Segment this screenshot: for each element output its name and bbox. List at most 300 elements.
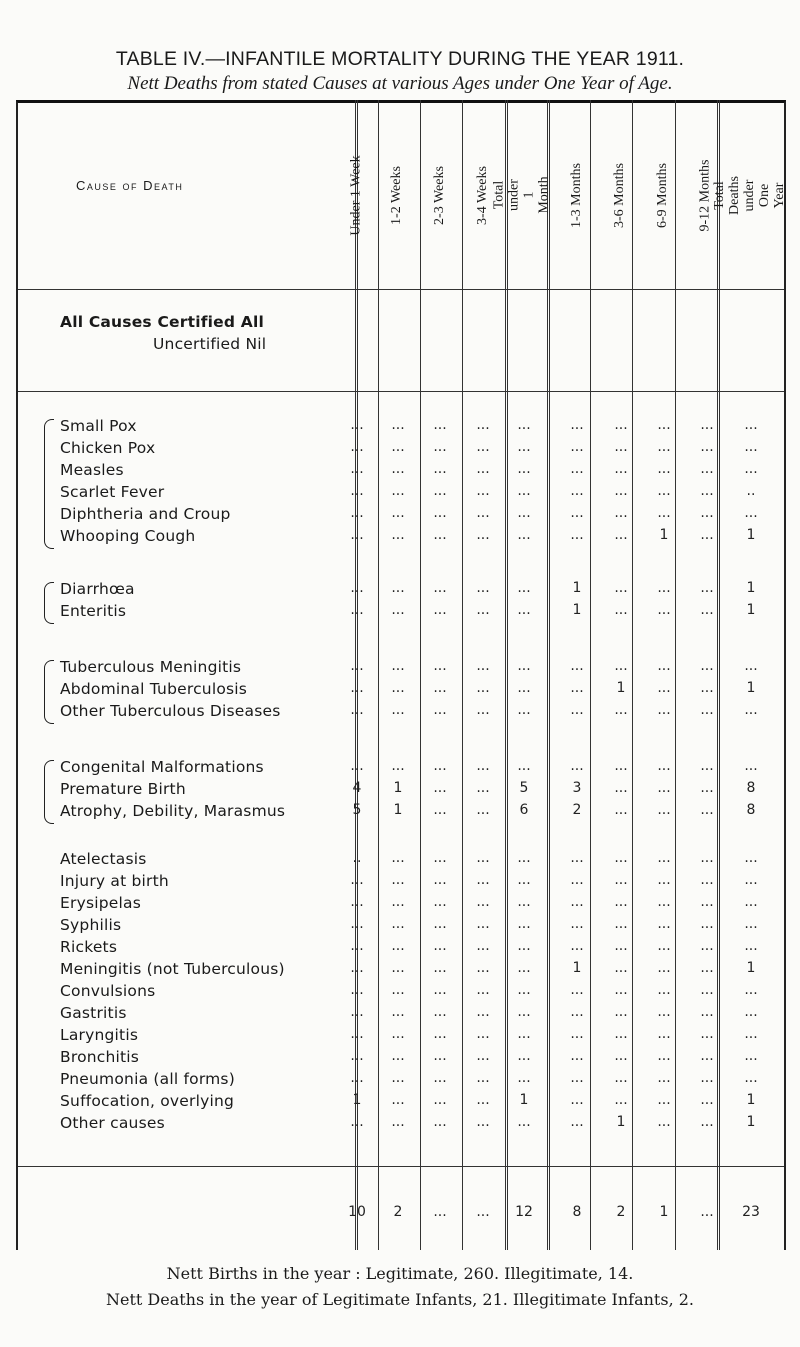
cause-label: Small Pox bbox=[60, 417, 137, 435]
table-cell: ... bbox=[614, 483, 628, 499]
table-cell: ... bbox=[391, 702, 405, 718]
cause-of-death-header: Cause of Death bbox=[76, 178, 184, 193]
table-cell: ... bbox=[657, 580, 671, 596]
table-cell: ... bbox=[391, 916, 405, 932]
table-cell: ... bbox=[391, 1048, 405, 1064]
table-cell: ... bbox=[700, 602, 714, 618]
table-cell: ... bbox=[433, 417, 447, 433]
column-header bbox=[426, 110, 452, 280]
table-cell: ... bbox=[517, 1004, 531, 1020]
cause-label: Atrophy, Debility, Marasmus bbox=[60, 802, 286, 820]
total-cell: 2 bbox=[616, 1204, 626, 1220]
table-subtitle: Nett Deaths from stated Causes at various Ages under One Year of Age. bbox=[127, 73, 673, 94]
table-cell: ... bbox=[657, 1026, 671, 1042]
table-row bbox=[0, 916, 800, 938]
cause-label: Enteritis bbox=[60, 602, 127, 620]
table-cell: ... bbox=[476, 1092, 490, 1108]
table-cell: ... bbox=[744, 461, 758, 477]
table-cell: ... bbox=[570, 1092, 584, 1108]
table-cell: ... bbox=[350, 872, 364, 888]
table-row bbox=[0, 461, 800, 483]
table-cell: ... bbox=[433, 580, 447, 596]
column-header-label: 6-9 Months bbox=[654, 162, 670, 228]
row-divider bbox=[18, 391, 784, 392]
table-cell: ... bbox=[700, 1070, 714, 1086]
table-row bbox=[0, 527, 800, 549]
table-cell: ... bbox=[433, 1070, 447, 1086]
table-cell: ... bbox=[744, 505, 758, 521]
table-cell: ... bbox=[476, 580, 490, 596]
table-cell: ... bbox=[433, 758, 447, 774]
cause-label: Other causes bbox=[60, 1114, 165, 1132]
table-cell: 1 bbox=[746, 580, 756, 596]
table-cell: ... bbox=[476, 1048, 490, 1064]
table-cell: 1 bbox=[572, 602, 582, 618]
column-header bbox=[383, 110, 409, 280]
table-cell: ... bbox=[657, 680, 671, 696]
cause-label: Meningitis (not Tuberculous) bbox=[60, 960, 285, 978]
total-cell: ... bbox=[476, 1204, 490, 1220]
table-cell: ... bbox=[517, 960, 531, 976]
table-cell: ... bbox=[433, 982, 447, 998]
cause-label: Congenital Malformations bbox=[60, 758, 264, 776]
table-cell: ... bbox=[744, 1004, 758, 1020]
table-cell: ... bbox=[350, 527, 364, 543]
table-cell: ... bbox=[391, 483, 405, 499]
table-cell: ... bbox=[700, 505, 714, 521]
table-cell: ... bbox=[517, 758, 531, 774]
table-cell: ... bbox=[657, 872, 671, 888]
total-cell: 12 bbox=[515, 1204, 533, 1220]
table-cell: ... bbox=[614, 527, 628, 543]
table-cell: ... bbox=[350, 417, 364, 433]
table-cell: ... bbox=[391, 658, 405, 674]
total-cell: ... bbox=[433, 1204, 447, 1220]
column-header bbox=[563, 110, 589, 280]
table-cell: 1 bbox=[746, 602, 756, 618]
table-cell: ... bbox=[391, 602, 405, 618]
table-cell: ... bbox=[433, 439, 447, 455]
table-cell: ... bbox=[614, 1048, 628, 1064]
table-cell: 5 bbox=[519, 780, 529, 796]
cause-label: Suffocation, overlying bbox=[60, 1092, 235, 1110]
table-cell: ... bbox=[614, 580, 628, 596]
table-row bbox=[0, 894, 800, 916]
table-cell: ... bbox=[614, 872, 628, 888]
table-cell: ... bbox=[570, 1048, 584, 1064]
cause-label: Whooping Cough bbox=[60, 527, 196, 545]
table-cell: .. bbox=[746, 483, 756, 499]
table-cell: 1 bbox=[746, 680, 756, 696]
table-cell: ... bbox=[433, 960, 447, 976]
table-cell: ... bbox=[614, 1092, 628, 1108]
table-cell: ... bbox=[614, 1004, 628, 1020]
total-cell: 23 bbox=[742, 1204, 760, 1220]
table-cell: ... bbox=[517, 982, 531, 998]
table-cell: ... bbox=[350, 483, 364, 499]
table-cell: ... bbox=[350, 894, 364, 910]
table-cell: ... bbox=[614, 658, 628, 674]
table-cell: 5 bbox=[352, 802, 362, 818]
table-cell: 4 bbox=[352, 780, 362, 796]
column-header bbox=[711, 110, 787, 280]
table-cell: ... bbox=[570, 982, 584, 998]
table-cell: ... bbox=[744, 850, 758, 866]
table-cell: ... bbox=[476, 916, 490, 932]
table-cell: ... bbox=[476, 461, 490, 477]
table-row bbox=[0, 938, 800, 960]
table-cell: ... bbox=[700, 439, 714, 455]
column-header bbox=[649, 110, 675, 280]
row-divider bbox=[18, 289, 784, 290]
table-cell: ... bbox=[700, 461, 714, 477]
total-cell: 10 bbox=[348, 1204, 366, 1220]
total-cell: 1 bbox=[659, 1204, 669, 1220]
table-cell: ... bbox=[700, 758, 714, 774]
table-cell: 1 bbox=[616, 1114, 626, 1130]
table-cell: 1 bbox=[659, 527, 669, 543]
table-cell: ... bbox=[350, 1114, 364, 1130]
table-cell: ... bbox=[614, 916, 628, 932]
table-cell: ... bbox=[476, 680, 490, 696]
table-cell: ... bbox=[350, 680, 364, 696]
table-title: TABLE IV.—INFANTILE MORTALITY DURING THE YEAR 1911. bbox=[115, 48, 685, 70]
table-row bbox=[0, 505, 800, 527]
cause-label: Convulsions bbox=[60, 982, 156, 1000]
cause-label: Abdominal Tuberculosis bbox=[60, 680, 248, 698]
table-cell: ... bbox=[517, 602, 531, 618]
table-row bbox=[0, 1092, 800, 1114]
table-cell: ... bbox=[433, 602, 447, 618]
table-cell: ... bbox=[570, 483, 584, 499]
table-cell: ... bbox=[700, 580, 714, 596]
table-cell: ... bbox=[657, 1004, 671, 1020]
table-cell: ... bbox=[517, 1048, 531, 1064]
table-cell: ... bbox=[350, 1026, 364, 1042]
table-cell: ... bbox=[700, 527, 714, 543]
table-cell: 1 bbox=[572, 960, 582, 976]
table-row bbox=[0, 680, 800, 702]
table-cell: ... bbox=[517, 702, 531, 718]
table-cell: ... bbox=[700, 658, 714, 674]
cause-label: Chicken Pox bbox=[60, 439, 156, 457]
table-cell: ... bbox=[657, 1114, 671, 1130]
table-cell: ... bbox=[614, 505, 628, 521]
table-cell: ... bbox=[700, 483, 714, 499]
total-cell: 8 bbox=[572, 1204, 582, 1220]
cause-label: Other Tuberculous Diseases bbox=[60, 702, 281, 720]
table-cell: ... bbox=[350, 916, 364, 932]
table-cell: ... bbox=[476, 982, 490, 998]
table-row bbox=[0, 580, 800, 602]
table-cell: ... bbox=[700, 850, 714, 866]
table-cell: 8 bbox=[746, 802, 756, 818]
table-cell: ... bbox=[570, 758, 584, 774]
cause-label: Pneumonia (all forms) bbox=[60, 1070, 235, 1088]
table-cell: ... bbox=[614, 780, 628, 796]
table-cell: ... bbox=[700, 702, 714, 718]
table-cell: ... bbox=[700, 780, 714, 796]
table-cell: ... bbox=[476, 938, 490, 954]
table-row bbox=[0, 417, 800, 439]
table-row bbox=[0, 850, 800, 872]
column-header-label: 2-3 Weeks bbox=[431, 165, 447, 225]
footer-births: Nett Births in the year : Legitimate, 260. Illegitimate, 14. bbox=[166, 1264, 634, 1283]
table-cell: ... bbox=[570, 1070, 584, 1086]
table-cell: ... bbox=[517, 850, 531, 866]
table-cell: ... bbox=[700, 960, 714, 976]
all-causes-uncertified-row bbox=[0, 335, 800, 357]
table-cell: ... bbox=[476, 894, 490, 910]
table-cell: ... bbox=[517, 1026, 531, 1042]
table-row bbox=[0, 982, 800, 1004]
table-cell: ... bbox=[433, 802, 447, 818]
table-cell: ... bbox=[517, 483, 531, 499]
table-cell: ... bbox=[570, 527, 584, 543]
table-cell: ... bbox=[433, 1092, 447, 1108]
row-divider bbox=[18, 1166, 784, 1167]
table-cell: ... bbox=[657, 1048, 671, 1064]
table-cell: ... bbox=[517, 894, 531, 910]
table-cell: ... bbox=[570, 1114, 584, 1130]
table-cell: ... bbox=[433, 916, 447, 932]
table-cell: ... bbox=[391, 680, 405, 696]
table-cell: 1 bbox=[746, 960, 756, 976]
table-cell: ... bbox=[517, 505, 531, 521]
total-cell: ... bbox=[700, 1204, 714, 1220]
table-cell: ... bbox=[517, 461, 531, 477]
table-cell: 1 bbox=[572, 580, 582, 596]
table-cell: 1 bbox=[352, 1092, 362, 1108]
table-cell: ... bbox=[476, 483, 490, 499]
cause-label: Measles bbox=[60, 461, 124, 479]
table-cell: ... bbox=[700, 1114, 714, 1130]
column-header-label: 3-6 Months bbox=[611, 162, 627, 228]
table-row bbox=[0, 658, 800, 680]
table-cell: ... bbox=[744, 658, 758, 674]
cause-label: Rickets bbox=[60, 938, 118, 956]
footer-deaths: Nett Deaths in the year of Legitimate Infants, 21. Illegitimate Infants, 2. bbox=[105, 1290, 695, 1309]
table-cell: 6 bbox=[519, 802, 529, 818]
table-cell: ... bbox=[433, 850, 447, 866]
table-cell: ... bbox=[476, 1114, 490, 1130]
table-cell: ... bbox=[476, 439, 490, 455]
table-cell: ... bbox=[517, 1114, 531, 1130]
table-cell: ... bbox=[570, 658, 584, 674]
table-cell: 1 bbox=[519, 1092, 529, 1108]
table-cell: ... bbox=[570, 938, 584, 954]
table-cell: ... bbox=[700, 1026, 714, 1042]
all-causes-certified-label: All Causes Certified All bbox=[60, 313, 264, 331]
table-cell: ... bbox=[570, 1026, 584, 1042]
table-cell: ... bbox=[391, 1004, 405, 1020]
table-cell: ... bbox=[657, 802, 671, 818]
table-cell: ... bbox=[433, 680, 447, 696]
table-cell: ... bbox=[476, 602, 490, 618]
table-cell: 3 bbox=[572, 780, 582, 796]
table-cell: ... bbox=[517, 938, 531, 954]
table-cell: ... bbox=[700, 1092, 714, 1108]
table-cell: ... bbox=[391, 505, 405, 521]
table-cell: ... bbox=[517, 916, 531, 932]
table-row bbox=[0, 960, 800, 982]
table-cell: ... bbox=[700, 982, 714, 998]
table-cell: ... bbox=[517, 439, 531, 455]
table-cell: ... bbox=[657, 850, 671, 866]
table-cell: ... bbox=[570, 894, 584, 910]
table-cell: ... bbox=[391, 1026, 405, 1042]
table-cell: ... bbox=[570, 850, 584, 866]
table-cell: ... bbox=[570, 439, 584, 455]
table-cell: ... bbox=[614, 758, 628, 774]
table-cell: ... bbox=[350, 702, 364, 718]
table-cell: ... bbox=[433, 1004, 447, 1020]
table-cell: ... bbox=[476, 802, 490, 818]
table-row bbox=[0, 1114, 800, 1136]
table-row bbox=[0, 702, 800, 724]
table-cell: ... bbox=[433, 872, 447, 888]
table-cell: ... bbox=[350, 960, 364, 976]
table-cell: ... bbox=[570, 916, 584, 932]
table-cell: ... bbox=[744, 702, 758, 718]
cause-label: Tuberculous Meningitis bbox=[60, 658, 242, 676]
table-cell: ... bbox=[570, 872, 584, 888]
table-cell: ... bbox=[614, 938, 628, 954]
table-cell: ... bbox=[744, 1070, 758, 1086]
table-row bbox=[0, 1004, 800, 1026]
table-cell: ... bbox=[433, 780, 447, 796]
table-cell: ... bbox=[744, 916, 758, 932]
table-cell: 1 bbox=[746, 527, 756, 543]
table-cell: ... bbox=[476, 702, 490, 718]
table-cell: ... bbox=[614, 1070, 628, 1086]
table-cell: ... bbox=[350, 1048, 364, 1064]
table-cell: ... bbox=[433, 658, 447, 674]
table-row bbox=[0, 602, 800, 624]
table-cell: ... bbox=[744, 894, 758, 910]
table-cell: ... bbox=[570, 1004, 584, 1020]
table-cell: ... bbox=[433, 894, 447, 910]
table-cell: ... bbox=[614, 702, 628, 718]
table-cell: ... bbox=[433, 505, 447, 521]
table-cell: ... bbox=[433, 1048, 447, 1064]
column-header-label: Total under 1 Month bbox=[492, 176, 553, 214]
table-cell: ... bbox=[657, 702, 671, 718]
table-cell: ... bbox=[657, 780, 671, 796]
table-row bbox=[0, 1026, 800, 1048]
cause-label: Laryngitis bbox=[60, 1026, 139, 1044]
table-cell: ... bbox=[657, 461, 671, 477]
table-cell: ... bbox=[350, 580, 364, 596]
column-header bbox=[492, 110, 553, 280]
table-cell: .. bbox=[352, 850, 362, 866]
table-cell: ... bbox=[433, 527, 447, 543]
table-cell: ... bbox=[391, 872, 405, 888]
table-cell: ... bbox=[657, 1070, 671, 1086]
table-cell: ... bbox=[614, 982, 628, 998]
table-cell: ... bbox=[700, 894, 714, 910]
all-causes-certified-row bbox=[0, 313, 800, 335]
table-cell: ... bbox=[744, 982, 758, 998]
totals-row bbox=[0, 1204, 800, 1226]
total-cell: 2 bbox=[393, 1204, 403, 1220]
table-cell: ... bbox=[570, 680, 584, 696]
table-cell: ... bbox=[350, 658, 364, 674]
column-header-label: 9-12 Months bbox=[697, 159, 713, 231]
table-cell: ... bbox=[657, 916, 671, 932]
table-row bbox=[0, 1070, 800, 1092]
table-cell: ... bbox=[391, 1092, 405, 1108]
cause-label: Premature Birth bbox=[60, 780, 186, 798]
table-cell: ... bbox=[350, 439, 364, 455]
table-cell: ... bbox=[657, 938, 671, 954]
table-cell: ... bbox=[744, 417, 758, 433]
table-cell: ... bbox=[700, 916, 714, 932]
table-cell: ... bbox=[476, 872, 490, 888]
table-row bbox=[0, 1048, 800, 1070]
cause-label: Syphilis bbox=[60, 916, 122, 934]
table-cell: ... bbox=[476, 1004, 490, 1020]
table-cell: ... bbox=[744, 872, 758, 888]
table-row bbox=[0, 780, 800, 802]
table-cell: ... bbox=[657, 602, 671, 618]
table-cell: ... bbox=[614, 850, 628, 866]
table-cell: ... bbox=[350, 461, 364, 477]
table-cell: 1 bbox=[746, 1114, 756, 1130]
table-cell: ... bbox=[391, 417, 405, 433]
table-cell: ... bbox=[570, 505, 584, 521]
table-cell: ... bbox=[350, 505, 364, 521]
cause-label: Scarlet Fever bbox=[60, 483, 165, 501]
table-cell: ... bbox=[476, 758, 490, 774]
table-cell: ... bbox=[391, 580, 405, 596]
table-cell: ... bbox=[350, 758, 364, 774]
table-cell: ... bbox=[433, 702, 447, 718]
table-cell: ... bbox=[350, 1004, 364, 1020]
table-cell: ... bbox=[700, 872, 714, 888]
table-cell: ... bbox=[657, 439, 671, 455]
table-cell: ... bbox=[614, 417, 628, 433]
column-header-label: Under 1 Week bbox=[348, 154, 364, 236]
table-cell: ... bbox=[570, 461, 584, 477]
table-cell: ... bbox=[350, 938, 364, 954]
table-cell: ... bbox=[476, 527, 490, 543]
table-cell: ... bbox=[476, 960, 490, 976]
table-cell: ... bbox=[476, 850, 490, 866]
cause-label: Gastritis bbox=[60, 1004, 127, 1022]
table-cell: ... bbox=[657, 1092, 671, 1108]
cause-label: Bronchitis bbox=[60, 1048, 140, 1066]
table-cell: ... bbox=[517, 872, 531, 888]
table-cell: ... bbox=[744, 758, 758, 774]
table-cell: ... bbox=[433, 938, 447, 954]
table-cell: ... bbox=[391, 461, 405, 477]
table-cell: ... bbox=[350, 602, 364, 618]
table-cell: 1 bbox=[393, 802, 403, 818]
table-cell: ... bbox=[433, 1114, 447, 1130]
table-cell: ... bbox=[700, 802, 714, 818]
table-cell: ... bbox=[391, 1070, 405, 1086]
table-cell: 8 bbox=[746, 780, 756, 796]
table-cell: ... bbox=[517, 1070, 531, 1086]
table-cell: ... bbox=[657, 505, 671, 521]
cause-label: Diarrhœa bbox=[60, 580, 135, 598]
table-cell: ... bbox=[744, 439, 758, 455]
table-row bbox=[0, 483, 800, 505]
cause-label: Erysipelas bbox=[60, 894, 141, 912]
table-cell: ... bbox=[700, 1048, 714, 1064]
table-cell: ... bbox=[614, 802, 628, 818]
